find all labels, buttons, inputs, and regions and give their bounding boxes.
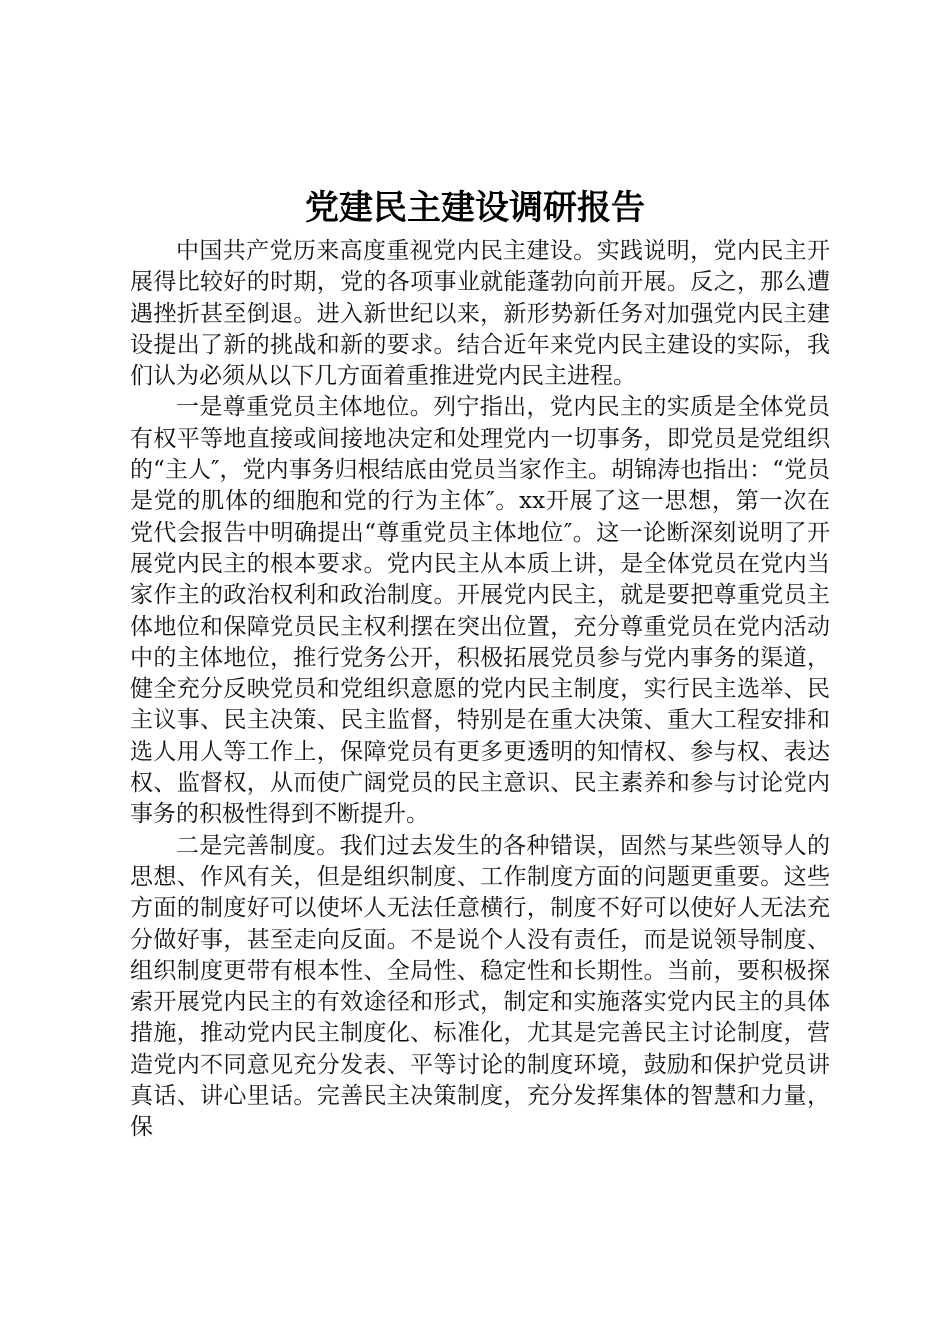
paragraph-intro: 中国共产党历来高度重视党内民主建设。实践说明，党内民主开展得比较好的时期，党的各项事业就能蓬勃向前开展。反之，那么遭遇挫折甚至倒退。进入新世纪以来，新形势新任务对加强党内民主建设提出了新的挑战和新的要求。结合近年来党内民主建设的实际，我们认为必须从以下几方面着重推进党内民主进程。: [130, 238, 830, 390]
paragraph-improve-system: 二是完善制度。我们过去发生的各种错误，固然与某些领导人的思想、作风有关，但是组织制度、工作制度方面的问题更重要。这些方面的制度好可以使坏人无法任意横行，制度不好可以使好人无法充分做好事，甚至走向反面。不是说个人没有责任，而是说领导制度、组织制度更带有根本性、全局性、稳定性和长期性。当前，要积极探索开展党内民主的有效途径和形式，制定和实施落实党内民主的具体措施，推动党内民主制度化、标准化，尤其是完善民主讨论制度，营造党内不同意见充分发表、平等讨论的制度环境，鼓励和保护党员讲真话、讲心里话。完善民主决策制度，充分发挥集体的智慧和力量，保: [130, 832, 830, 1141]
paragraph-respect-member-status: 一是尊重党员主体地位。列宁指出，党内民主的实质是全体党员有权平等地直接或间接地决定和处理党内一切事务，即党员是党组织的“主人″，党内事务归根结底由党员当家作主。胡锦涛也指出：“党员是党的肌体的细胞和党的行为主体″。xx开展了这一思想，第一次在党代会报告中明确提出“尊重党员主体地位″。这一论断深刻说明了开展党内民主的根本要求。党内民主从本质上讲，是全体党员在党内当家作主的政治权利和政治制度。开展党内民主，就是要把尊重党员主体地位和保障党员民主权利摆在突出位置，充分尊重党员在党内活动中的主体地位，推行党务公开，积极拓展党员参与党内事务的渠道，健全充分反映党员和党组织意愿的党内民主制度，实行民主选举、民主议事、民主决策、民主监督，特别是在重大决策、重大工程安排和选人用人等工作上，保障党员有更多更透明的知情权、参与权、表达权、监督权，从而使广阔党员的民主意识、民主素养和参与讨论党内事务的积极性得到不断提升。: [130, 394, 830, 828]
document-body: [130, 236, 830, 1144]
document-title: 党建民主建设调研报告: [305, 188, 645, 228]
